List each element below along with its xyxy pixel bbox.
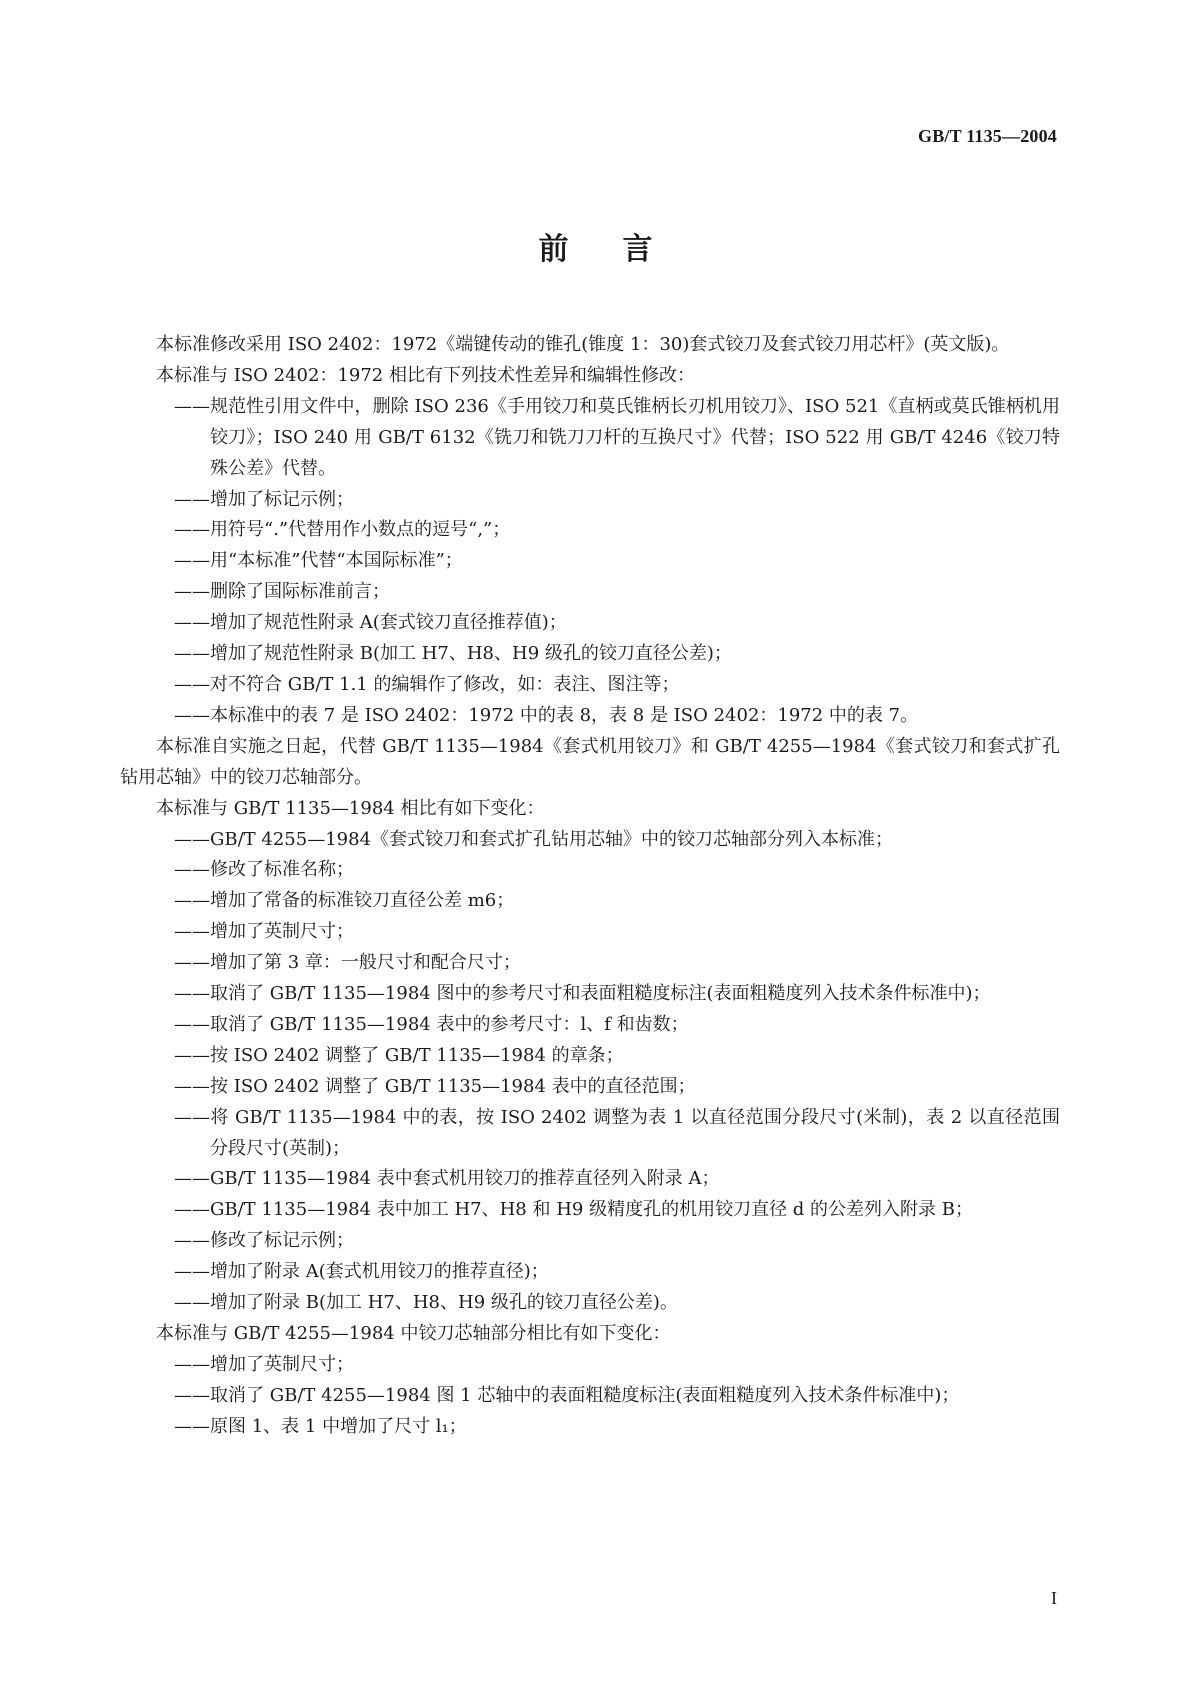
list-item: ——按 ISO 2402 调整了 GB/T 1135—1984 表中的直径范围；: [174, 1075, 696, 1097]
list-item: ——GB/T 1135—1984 表中加工 H7、H8 和 H9 级精度孔的机用铰刀直径 d 的公差列入附录 B；: [174, 1199, 973, 1221]
paragraph: 本标准与 GB/T 1135—1984 相比有如下变化：: [156, 797, 545, 819]
list-item: ——规范性引用文件中，删除 ISO 236《手用铰刀和莫氏锥柄长刃机用铰刀》、ISO 521《直柄或莫氏锥柄机用铰刀》；ISO 240 用 GB/T 6132《铣刀和铣刀刀杆的互换尺寸》代替；ISO 522 用 GB/T 4246《铰刀特殊公差》代替。: [174, 395, 1060, 479]
list-item: ——取消了 GB/T 4255—1984 图 1 芯轴中的表面粗糙度标注(表面粗糙度列入技术条件标准中)；: [174, 1384, 960, 1406]
list-item: ——增加了附录 B(加工 H7、H8、H9 级孔的铰刀直径公差)。: [174, 1292, 678, 1314]
paragraph: 本标准自实施之日起，代替 GB/T 1135—1984《套式机用铰刀》和 GB/T 4255—1984《套式铰刀和套式扩孔钻用芯轴》中的铰刀芯轴部分。: [120, 735, 1060, 788]
list-item: ——对不符合 GB/T 1.1 的编辑作了修改，如：表注、图注等；: [174, 673, 680, 695]
list-item: ——用“本标准”代替“本国际标准”；: [174, 550, 463, 572]
document-body: [120, 330, 1060, 1443]
list-item: ——GB/T 4255—1984《套式铰刀和套式扩孔钻用芯轴》中的铰刀芯轴部分列入本标准；: [174, 828, 894, 850]
list-item: ——修改了标准名称；: [174, 859, 354, 881]
page-number: I: [1051, 1588, 1057, 1608]
list-item: ——用符号“.”代替用作小数点的逗号“,”；: [174, 519, 511, 541]
list-item: ——增加了标记示例；: [174, 488, 354, 510]
standard-code: GB/T 1135—2004: [918, 126, 1057, 146]
list-item: ——将 GB/T 1135—1984 中的表，按 ISO 2402 调整为表 1 以直径范围分段尺寸(米制)，表 2 以直径范围分段尺寸(英制)；: [174, 1106, 1060, 1159]
list-item: ——取消了 GB/T 1135—1984 表中的参考尺寸：l、f 和齿数；: [174, 1013, 689, 1035]
list-item: ——增加了英制尺寸；: [174, 921, 354, 943]
list-item: ——增加了规范性附录 B(加工 H7、H8、H9 级孔的铰刀直径公差)；: [174, 643, 732, 665]
list-item: ——修改了标记示例；: [174, 1230, 354, 1252]
list-item: ——取消了 GB/T 1135—1984 图中的参考尺寸和表面粗糙度标注(表面粗糙度列入技术条件标准中)；: [174, 983, 991, 1005]
list-item: ——增加了常备的标准铰刀直径公差 m6；: [174, 890, 515, 912]
paragraph: 本标准修改采用 ISO 2402：1972《端键传动的锥孔(锥度 1：30)套式铰刀及套式铰刀用芯杆》(英文版)。: [156, 334, 1010, 355]
paragraph: 本标准与 ISO 2402：1972 相比有下列技术性差异和编辑性修改：: [156, 364, 695, 386]
list-item: ——增加了第 3 章：一般尺寸和配合尺寸；: [174, 952, 521, 974]
list-item: ——增加了英制尺寸；: [174, 1353, 354, 1375]
list-item: ——本标准中的表 7 是 ISO 2402：1972 中的表 8，表 8 是 ISO 2402：1972 中的表 7。: [174, 704, 919, 726]
list-item: ——原图 1、表 1 中增加了尺寸 l₁；: [174, 1415, 467, 1437]
list-item: ——增加了规范性附录 A(套式铰刀直径推荐值)；: [174, 612, 567, 634]
page-title: 前言: [538, 232, 707, 267]
list-item: ——删除了国际标准前言；: [174, 581, 390, 603]
list-item: ——增加了附录 A(套式机用铰刀的推荐直径)；: [174, 1261, 549, 1283]
paragraph: 本标准与 GB/T 4255—1984 中铰刀芯轴部分相比有如下变化：: [156, 1323, 671, 1344]
list-item: ——GB/T 1135—1984 表中套式机用铰刀的推荐直径列入附录 A；: [174, 1168, 720, 1190]
list-item: ——按 ISO 2402 调整了 GB/T 1135—1984 的章条；: [174, 1044, 624, 1066]
